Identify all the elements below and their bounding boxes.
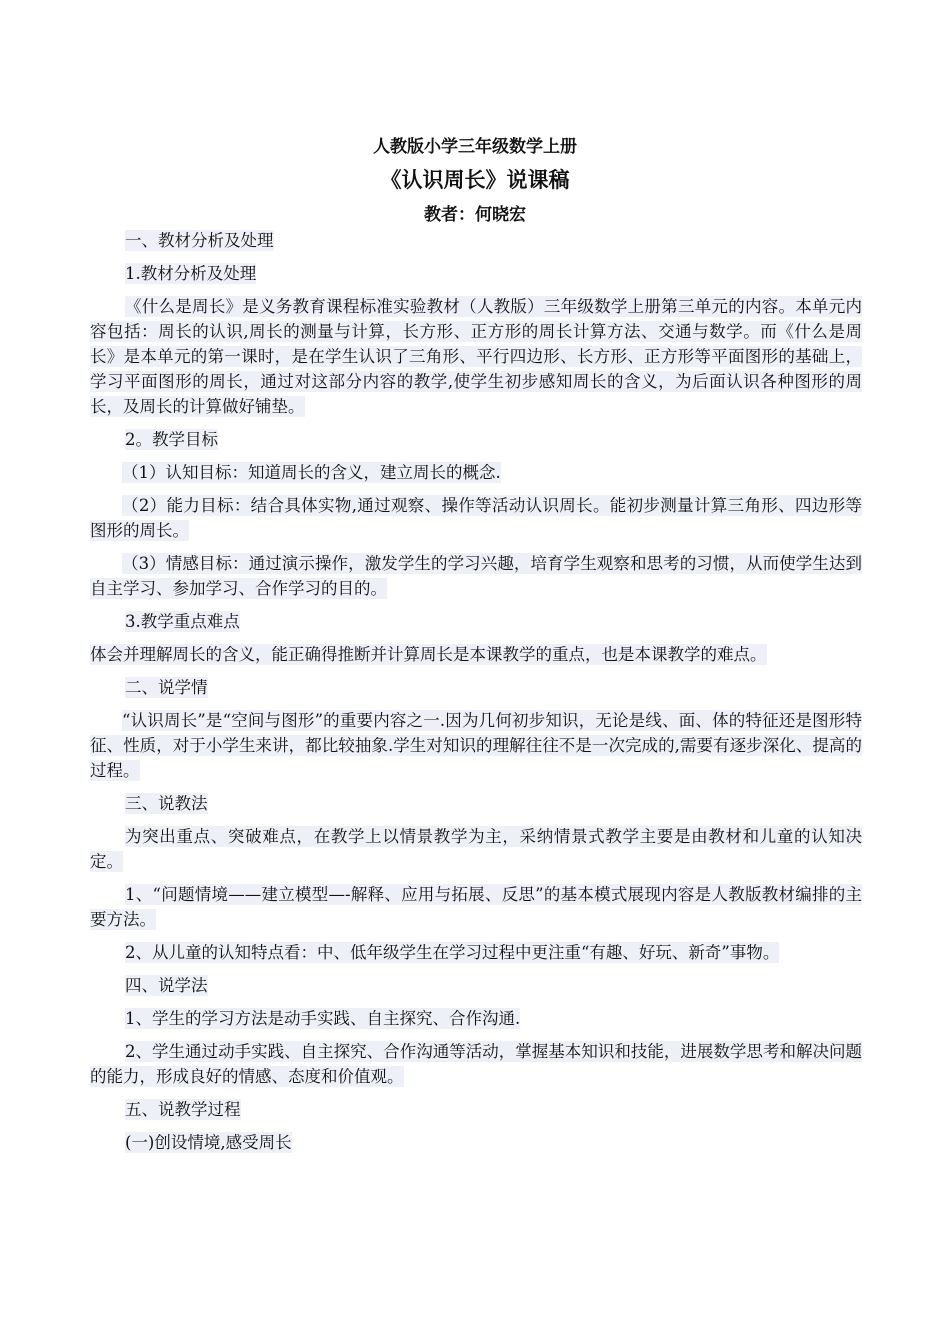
goal-emotion: （3）情感目标：通过演示操作，激发学生的学习兴趣，培育学生观察和思考的习惯，从而使学生达到自主学习、参加学习、合作学习的目的。 xyxy=(90,554,862,598)
subheading-5-1: (一)创设情境,感受周长 xyxy=(125,1133,292,1152)
document-title: 人教版小学三年级数学上册 xyxy=(373,137,577,157)
document-body xyxy=(90,228,862,1163)
paragraph-learning-situation: “认识周长”是“空间与图形”的重要内容之一.因为几何初步知识，无论是线、面、体的特征还是图形特征、性质，对于小学生来讲，都比较抽象.学生对知识的理解往往不是一次完成的,需要有逐步深化、提高的过程。 xyxy=(90,711,862,780)
section-heading-1: 一、教材分析及处理 xyxy=(125,231,274,250)
subheading-1-2: 2。教学目标 xyxy=(125,430,218,449)
document-subtitle: 《认识周长》说课稿 xyxy=(380,167,570,192)
paragraph-study-method-1: 1、学生的学习方法是动手实践、自主探究、合作沟通. xyxy=(125,1009,521,1028)
goal-ability: （2）能力目标：结合具体实物,通过观察、操作等活动认识周长。能初步测量计算三角形、四边形等图形的周长。 xyxy=(90,496,862,540)
paragraph-method-point-2: 2、从儿童的认知特点看：中、低年级学生在学习过程中更注重“有趣、好玩、新奇”事物。 xyxy=(125,943,780,962)
paragraph-key-points: 体会并理解周长的含义，能正确得推断并计算周长是本课教学的重点，也是本课教学的难点。 xyxy=(90,645,767,664)
subheading-1-1: 1.教材分析及处理 xyxy=(125,264,257,283)
section-heading-4: 四、说学法 xyxy=(125,976,208,995)
section-heading-5: 五、说教学过程 xyxy=(125,1100,241,1119)
paragraph-material-analysis: 《什么是周长》是义务教育课程标准实验教材（人教版）三年级数学上册第三单元的内容。本单元内容包括：周长的认识,周长的测量与计算，长方形、正方形的周长计算方法、交通与数学。而《什么是周长》是本单元的第一课时，是在学生认识了三角形、平行四边形、长方形、正方形等平面图形的基础上，学习平面图形的周长，通过对这部分内容的教学,使学生初步感知周长的含义，为后面认识各种图形的周长，及周长的计算做好铺垫。 xyxy=(90,297,862,416)
section-heading-2: 二、说学情 xyxy=(125,678,208,697)
section-heading-3: 三、说教法 xyxy=(125,794,208,813)
paragraph-teaching-method: 为突出重点、突破难点，在教学上以情景教学为主，采纳情景式教学主要是由教材和儿童的认知决定。 xyxy=(90,827,862,871)
paragraph-study-method-2: 2、学生通过动手实践、自主探究、合作沟通等活动，掌握基本知识和技能，进展数学思考和解决问题的能力，形成良好的情感、态度和价值观。 xyxy=(90,1042,862,1086)
goal-cognitive: （1）认知目标：知道周长的含义，建立周长的概念. xyxy=(122,463,501,482)
subheading-1-3: 3.教学重点难点 xyxy=(125,612,240,631)
paragraph-method-point-1: 1、“问题情境——建立模型—-解释、应用与拓展、反思”的基本模式展现内容是人教版教材编排的主要方法。 xyxy=(90,885,862,929)
document-author: 教者：何晓宏 xyxy=(424,205,526,225)
